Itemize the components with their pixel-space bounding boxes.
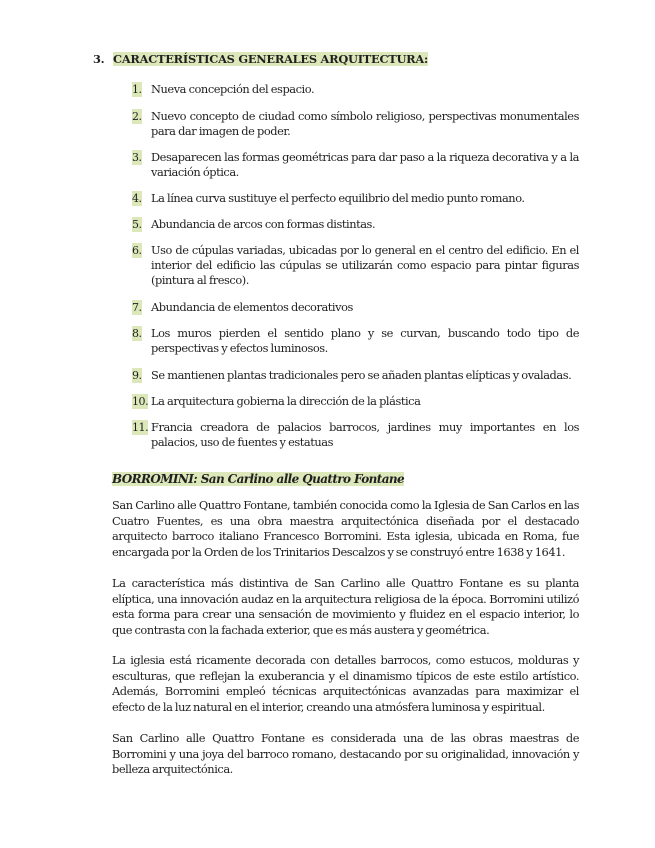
section-title: CARACTERÍSTICAS GENERALES ARQUITECTURA: [113, 52, 428, 66]
list-item-text: Francia creadora de palacios barrocos, jardines muy importantes en los palacios, uso de fuentes y estatuas [151, 420, 579, 450]
list-item [132, 109, 579, 139]
list-item-text: Desaparecen las formas geométricas para dar paso a la riqueza decorativa y a la variación óptica. [151, 150, 579, 180]
list-item-number: 5. [132, 218, 142, 231]
list-item-number: 6. [132, 244, 142, 257]
paragraph: La iglesia está ricamente decorada con detalles barrocos, como estucos, molduras y esculturas, que reflejan la exuberancia y el dinamismo típicos de este estilo artístico. Además, Borromini empleó técnicas arquitectónicas avanzadas para maximizar el efecto de la luz natural en el interior, creando una atmósfera luminosa y espiritual. [112, 653, 579, 714]
list-item-number: 11. [132, 421, 149, 434]
list-item [132, 420, 579, 450]
list-item-number: 7. [132, 301, 142, 314]
list-item-text: Nueva concepción del espacio. [151, 82, 315, 96]
borromini-heading: BORROMINI: San Carlino alle Quattro Fontane [112, 472, 405, 486]
section-heading [93, 52, 428, 66]
list-item [132, 191, 579, 206]
list-item-text: Abundancia de elementos decorativos [151, 300, 353, 314]
list-item-text: Uso de cúpulas variadas, ubicadas por lo general en el centro del edificio. En el interior del edificio las cúpulas se utilizarán como espacio para pintar figuras (pintura al fresco). [151, 243, 579, 288]
list-item-number: 1. [132, 83, 142, 96]
list-item-text: Nuevo concepto de ciudad como símbolo religioso, perspectivas monumentales para dar imagen de poder. [151, 109, 579, 139]
paragraph: San Carlino alle Quattro Fontane es considerada una de las obras maestras de Borromini y una joya del barroco romano, destacando por su originalidad, innovación y belleza arquitectónica. [112, 731, 579, 777]
list-item [132, 150, 579, 180]
list-item [132, 243, 579, 289]
list-item-number: 8. [132, 327, 142, 340]
list-item [132, 217, 579, 232]
list-item-number: 4. [132, 192, 142, 205]
list-item [132, 326, 579, 356]
list-item-number: 10. [132, 395, 149, 408]
list-item-number: 9. [132, 369, 142, 382]
list-item-number: 3. [132, 151, 142, 164]
list-item [132, 368, 579, 383]
list-item [132, 394, 579, 409]
list-item [132, 82, 579, 97]
list-item-text: Abundancia de arcos con formas distintas. [151, 217, 376, 231]
list-item-number: 2. [132, 110, 142, 123]
list-item-text: La línea curva sustituye el perfecto equilibrio del medio punto romano. [151, 191, 525, 205]
paragraph: San Carlino alle Quattro Fontane, también conocida como la Iglesia de San Carlos en las Cuatro Fuentes, es una obra maestra arquitectónica diseñada por el destacado arquitecto barroco italiano Francesco Borromini. Esta iglesia, ubicada en Roma, fue encargada por la Orden de los Trinitarios Descalzos y se construyó entre 1638 y 1641. [112, 498, 579, 559]
list-item-text: La arquitectura gobierna la dirección de la plástica [151, 394, 421, 408]
list-item [132, 300, 579, 315]
paragraph: La característica más distintiva de San Carlino alle Quattro Fontane es su planta elíptica, una innovación audaz en la arquitectura religiosa de la época. Borromini utilizó esta forma para crear una sensación de movimiento y fluidez en el espacio interior, lo que contrasta con la fachada exterior, que es más austera y geométrica. [112, 576, 579, 637]
section-number: 3. [93, 52, 105, 66]
list-item-text: Se mantienen plantas tradicionales pero se añaden plantas elípticas y ovaladas. [151, 368, 572, 382]
list-item-text: Los muros pierden el sentido plano y se curvan, buscando todo tipo de perspectivas y efectos luminosos. [151, 326, 579, 356]
